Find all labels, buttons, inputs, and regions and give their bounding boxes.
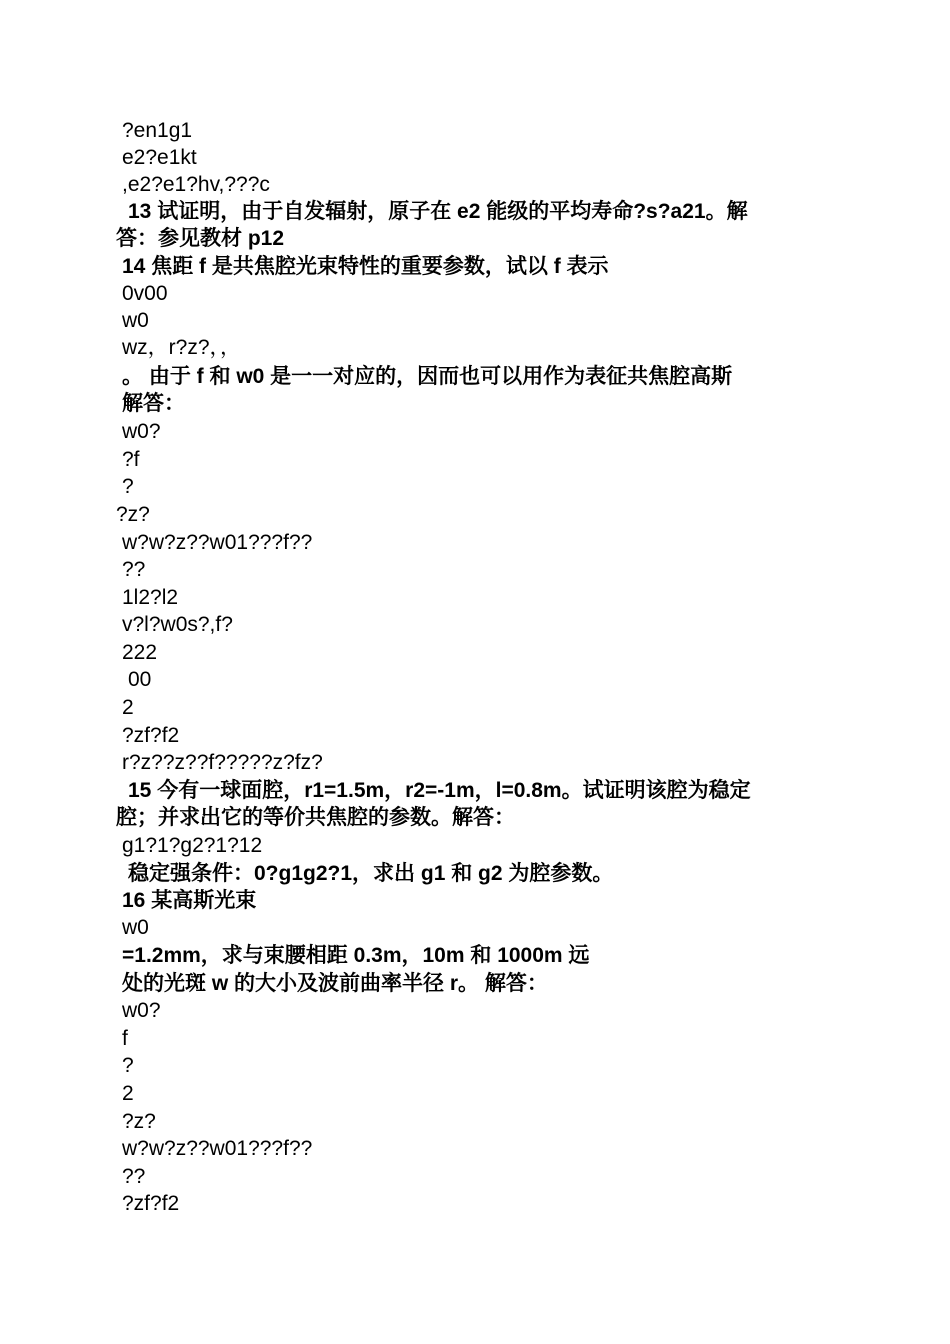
- text-line: ?en1g1: [122, 119, 193, 142]
- text-line: ?: [122, 475, 134, 498]
- text-line: ??: [122, 1165, 146, 1188]
- text-line: 1l2?l2: [122, 586, 179, 609]
- text-line: ?f: [122, 448, 140, 471]
- text-line: ,e2?e1?hv,???c: [122, 173, 270, 196]
- text-line: e2?e1kt: [122, 146, 197, 169]
- text-line: w0?: [122, 420, 161, 443]
- text-line: ?zf?f2: [122, 1192, 180, 1215]
- text-line: 稳定强条件：0?g1g2?1，求出 g1 和 g2 为腔参数。: [128, 862, 614, 885]
- question-13: 13 试证明，由于自发辐射，原子在 e2 能级的平均寿命?s?a21。解: [128, 200, 748, 223]
- question-15-cont: 腔；并求出它的等价共焦腔的参数。解答：: [116, 806, 515, 829]
- text-line: 。 由于 f 和 w0 是一一对应的，因而也可以用作为表征共焦腔高斯: [122, 365, 733, 388]
- text-line: 2: [122, 696, 134, 719]
- text-line: g1?1?g2?1?12: [122, 834, 263, 857]
- text-line: ?z?: [122, 1110, 156, 1133]
- text-line: w0: [122, 916, 149, 939]
- text-line: 2: [122, 1082, 134, 1105]
- text-line: w0: [122, 309, 149, 332]
- text-line: v?l?w0s?,f?: [122, 613, 233, 636]
- text-line: ?z?: [116, 503, 150, 526]
- answer-label: 解答：: [122, 392, 185, 415]
- text-line: 0v00: [122, 282, 168, 305]
- question-14: 14 焦距 f 是共焦腔光束特性的重要参数，试以 f 表示: [122, 255, 609, 278]
- text-line: =1.2mm，求与束腰相距 0.3m，10m 和 1000m 远: [122, 944, 590, 967]
- text-line: ?zf?f2: [122, 724, 180, 747]
- text-line: f: [122, 1027, 128, 1050]
- text-line: wz，r?z?，，: [122, 336, 242, 359]
- answer-13: 答：参见教材 p12: [116, 227, 285, 250]
- text-line: 00: [128, 668, 152, 691]
- text-line: w0?: [122, 999, 161, 1022]
- text-line: r?z??z??f?????z?fz?: [122, 751, 323, 774]
- question-16: 16 某高斯光束: [122, 889, 257, 912]
- text-line: w?w?z??w01???f??: [122, 531, 313, 554]
- question-15: 15 今有一球面腔，r1=1.5m，r2=-1m，l=0.8m。试证明该腔为稳定: [128, 779, 751, 802]
- text-line: w?w?z??w01???f??: [122, 1137, 313, 1160]
- text-line: 处的光斑 w 的大小及波前曲率半径 r。 解答：: [122, 972, 548, 995]
- text-line: 222: [122, 641, 158, 664]
- text-line: ?: [122, 1054, 134, 1077]
- text-line: ??: [122, 558, 146, 581]
